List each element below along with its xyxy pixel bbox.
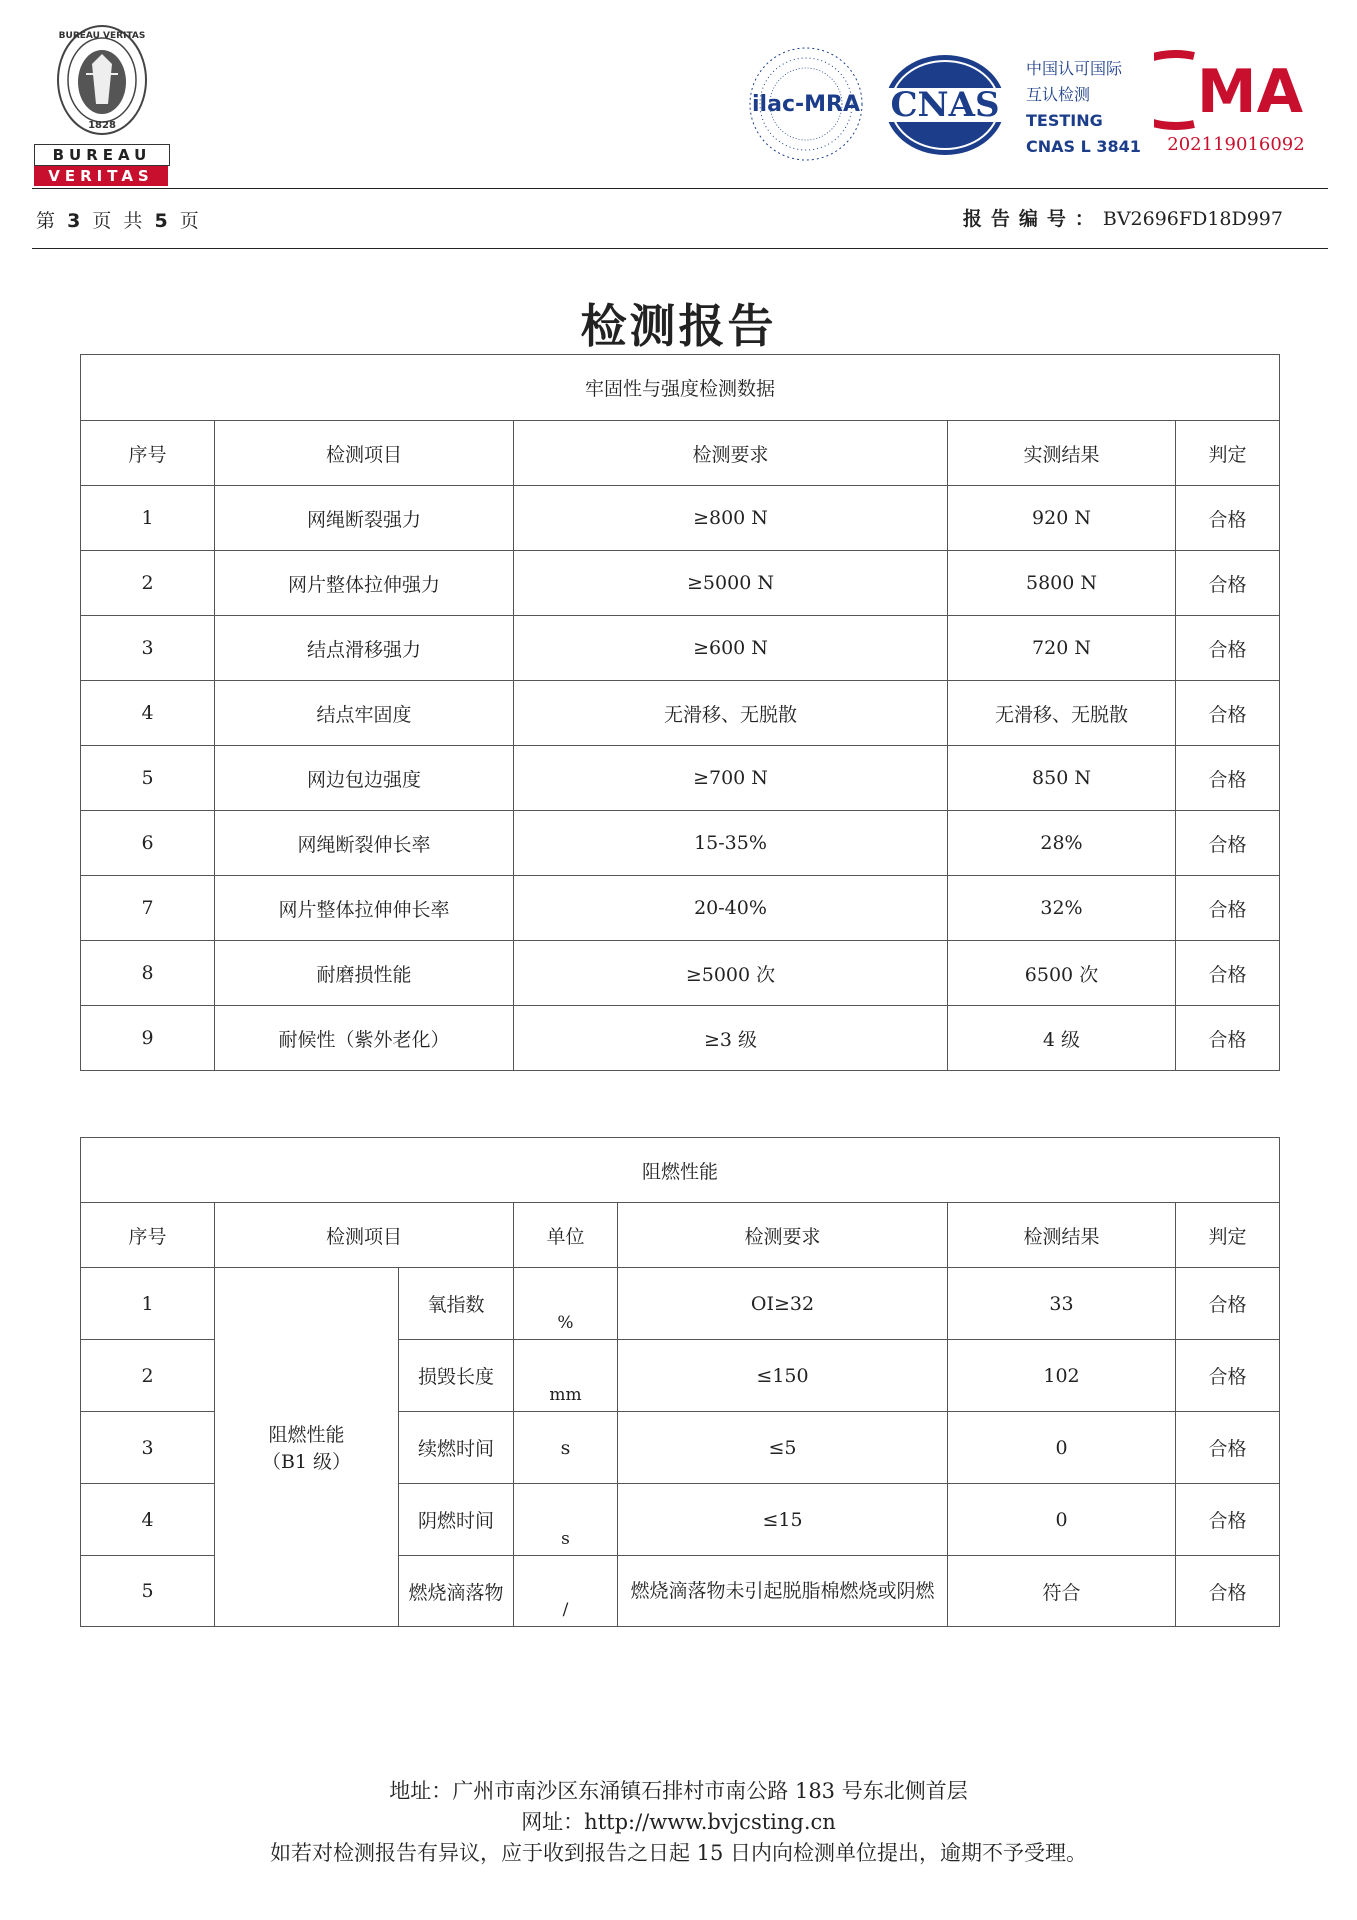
cell: 33 [948, 1268, 1176, 1340]
cell: 合格 [1176, 1484, 1280, 1556]
page-indicator: 第 3 页 共 5 页 [36, 210, 202, 232]
ilac-mra-icon [746, 44, 866, 164]
cell: 6 [81, 811, 215, 876]
cell: ≤5 [618, 1412, 948, 1484]
table-row [81, 616, 1280, 681]
cell: 850 N [948, 746, 1176, 811]
cell: ≤150 [618, 1340, 948, 1412]
cell: 2 [81, 551, 215, 616]
header-top-rule [32, 188, 1328, 189]
cell: ≤15 [618, 1484, 948, 1556]
cell: 合格 [1176, 1412, 1280, 1484]
cell: 燃烧滴落物未引起脱脂棉燃烧或阴燃 [618, 1556, 948, 1627]
document-title: 检测报告 [580, 299, 777, 353]
header-cell: 序号 [81, 421, 215, 486]
bureau-veritas-logo [34, 24, 170, 190]
cell: 合格 [1176, 876, 1280, 941]
cell: 15-35% [514, 811, 948, 876]
unit-cell: / [514, 1556, 618, 1627]
cell: ≥600 N [514, 616, 948, 681]
table-section-row [81, 355, 1280, 421]
cell: 5800 N [948, 551, 1176, 616]
cell: ≥3 级 [514, 1006, 948, 1071]
cell: ≥700 N [514, 746, 948, 811]
cell: 无滑移、无脱散 [514, 681, 948, 746]
cell: 0 [948, 1484, 1176, 1556]
cell: 920 N [948, 486, 1176, 551]
svg-text:1828: 1828 [88, 120, 116, 131]
cell: 合格 [1176, 1340, 1280, 1412]
header-cell: 实测结果 [948, 421, 1176, 486]
unit-cell: s [514, 1484, 618, 1556]
cell: 1 [81, 1268, 215, 1340]
cell: OI≥32 [618, 1268, 948, 1340]
section-title: 阻燃性能 [81, 1138, 1280, 1203]
section-title: 牢固性与强度检测数据 [81, 355, 1280, 421]
cnas-text-line2: 互认检测 [1026, 85, 1091, 104]
strength-test-table [80, 354, 1280, 1071]
table-row [81, 746, 1280, 811]
cnas-text-line1: 中国认可国际 [1026, 59, 1123, 78]
header-cell: 序号 [81, 1203, 215, 1268]
cell: 合格 [1176, 811, 1280, 876]
page-footer [0, 1776, 1357, 1869]
group-sublabel: （B1 级） [261, 1451, 352, 1473]
footer-website: 网址：http://www.bvjcsting.cn [521, 1810, 836, 1834]
cnas-globe-icon [880, 52, 1010, 158]
cma-icon [1154, 50, 1318, 130]
cell: 网片整体拉伸强力 [215, 551, 514, 616]
cell: 102 [948, 1340, 1176, 1412]
cell: 合格 [1176, 486, 1280, 551]
cell: 720 N [948, 616, 1176, 681]
svg-text:ilac-MRA: ilac-MRA [752, 92, 860, 117]
cell: 无滑移、无脱散 [948, 681, 1176, 746]
svg-text:CNAS: CNAS [890, 85, 1000, 125]
table-section-row [81, 1138, 1280, 1203]
header-cell: 判定 [1176, 421, 1280, 486]
cell: 符合 [948, 1556, 1176, 1627]
cell: 续燃时间 [399, 1412, 514, 1484]
cma-number: 202119016092 [1167, 134, 1305, 155]
cell: 4 [81, 1484, 215, 1556]
footer-address: 地址：广州市南沙区东涌镇石排村市南公路 183 号东北侧首层 [389, 1779, 968, 1803]
cell: 2 [81, 1340, 215, 1412]
cell: 0 [948, 1412, 1176, 1484]
cell: 合格 [1176, 1268, 1280, 1340]
cell: 1 [81, 486, 215, 551]
table-row [81, 1268, 1280, 1340]
report-number-label: 报告编号： [962, 208, 1103, 230]
table-header-row [81, 1203, 1280, 1268]
cell: 6500 次 [948, 941, 1176, 1006]
footer-notice: 如若对检测报告有异议，应于收到报告之日起 15 日内向检测单位提出，逾期不予受理。 [269, 1841, 1088, 1865]
cell: 合格 [1176, 616, 1280, 681]
cnas-text-line4: CNAS L 3841 [1026, 137, 1141, 156]
header-cell: 检测要求 [618, 1203, 948, 1268]
group-label-cell [215, 1268, 399, 1627]
cell: 网绳断裂伸长率 [215, 811, 514, 876]
cell: 5 [81, 746, 215, 811]
cell: 氧指数 [399, 1268, 514, 1340]
report-number-value: BV2696FD18D997 [1102, 208, 1283, 230]
cell: ≥5000 N [514, 551, 948, 616]
table-row [81, 551, 1280, 616]
table-row [81, 811, 1280, 876]
cell: 8 [81, 941, 215, 1006]
cell: 结点滑移强力 [215, 616, 514, 681]
table-row [81, 876, 1280, 941]
cell: 7 [81, 876, 215, 941]
cell: 燃烧滴落物 [399, 1556, 514, 1627]
cell: 28% [948, 811, 1176, 876]
cell: 阴燃时间 [399, 1484, 514, 1556]
table-row [81, 486, 1280, 551]
cell: 3 [81, 1412, 215, 1484]
header-cell: 检测结果 [948, 1203, 1176, 1268]
table-row [81, 1006, 1280, 1071]
bureau-word: BUREAU [34, 144, 170, 166]
cell: 3 [81, 616, 215, 681]
unit-cell: % [514, 1268, 618, 1340]
unit-cell: s [514, 1412, 618, 1484]
cell: 合格 [1176, 681, 1280, 746]
flame-retardant-table [80, 1137, 1280, 1627]
cell: 耐候性（紫外老化） [215, 1006, 514, 1071]
header-cell: 检测要求 [514, 421, 948, 486]
header-bottom-rule [32, 248, 1328, 249]
cell: 网边包边强度 [215, 746, 514, 811]
cell: 合格 [1176, 551, 1280, 616]
page-total: 5 [154, 210, 171, 232]
svg-text:BUREAU VERITAS: BUREAU VERITAS [58, 31, 146, 41]
header-cell: 检测项目 [215, 1203, 514, 1268]
header-cell: 判定 [1176, 1203, 1280, 1268]
cell: 4 级 [948, 1006, 1176, 1071]
table-header-row [81, 421, 1280, 486]
cell: 4 [81, 681, 215, 746]
table-row [81, 681, 1280, 746]
unit-cell: mm [514, 1340, 618, 1412]
svg-text:MA: MA [1196, 57, 1304, 127]
cell: 合格 [1176, 941, 1280, 1006]
cell: 5 [81, 1556, 215, 1627]
cell: 网片整体拉伸伸长率 [215, 876, 514, 941]
page-current: 3 [67, 210, 84, 232]
cell: ≥800 N [514, 486, 948, 551]
cell: 损毁长度 [399, 1340, 514, 1412]
table-row [81, 941, 1280, 1006]
cell: 32% [948, 876, 1176, 941]
cell: ≥5000 次 [514, 941, 948, 1006]
report-number [963, 204, 1283, 231]
veritas-word: VERITAS [34, 166, 168, 186]
cell: 结点牢固度 [215, 681, 514, 746]
cell: 9 [81, 1006, 215, 1071]
cell: 合格 [1176, 1006, 1280, 1071]
header-cell: 检测项目 [215, 421, 514, 486]
cnas-text-line3: TESTING [1026, 111, 1103, 130]
bureau-veritas-seal-icon [56, 24, 148, 136]
cell: 合格 [1176, 746, 1280, 811]
cell: 耐磨损性能 [215, 941, 514, 1006]
cnas-accreditation-text [1026, 56, 1146, 160]
cell: 合格 [1176, 1556, 1280, 1627]
cell: 网绳断裂强力 [215, 486, 514, 551]
header-cell: 单位 [514, 1203, 618, 1268]
group-label: 阻燃性能 [268, 1424, 345, 1446]
cell: 20-40% [514, 876, 948, 941]
